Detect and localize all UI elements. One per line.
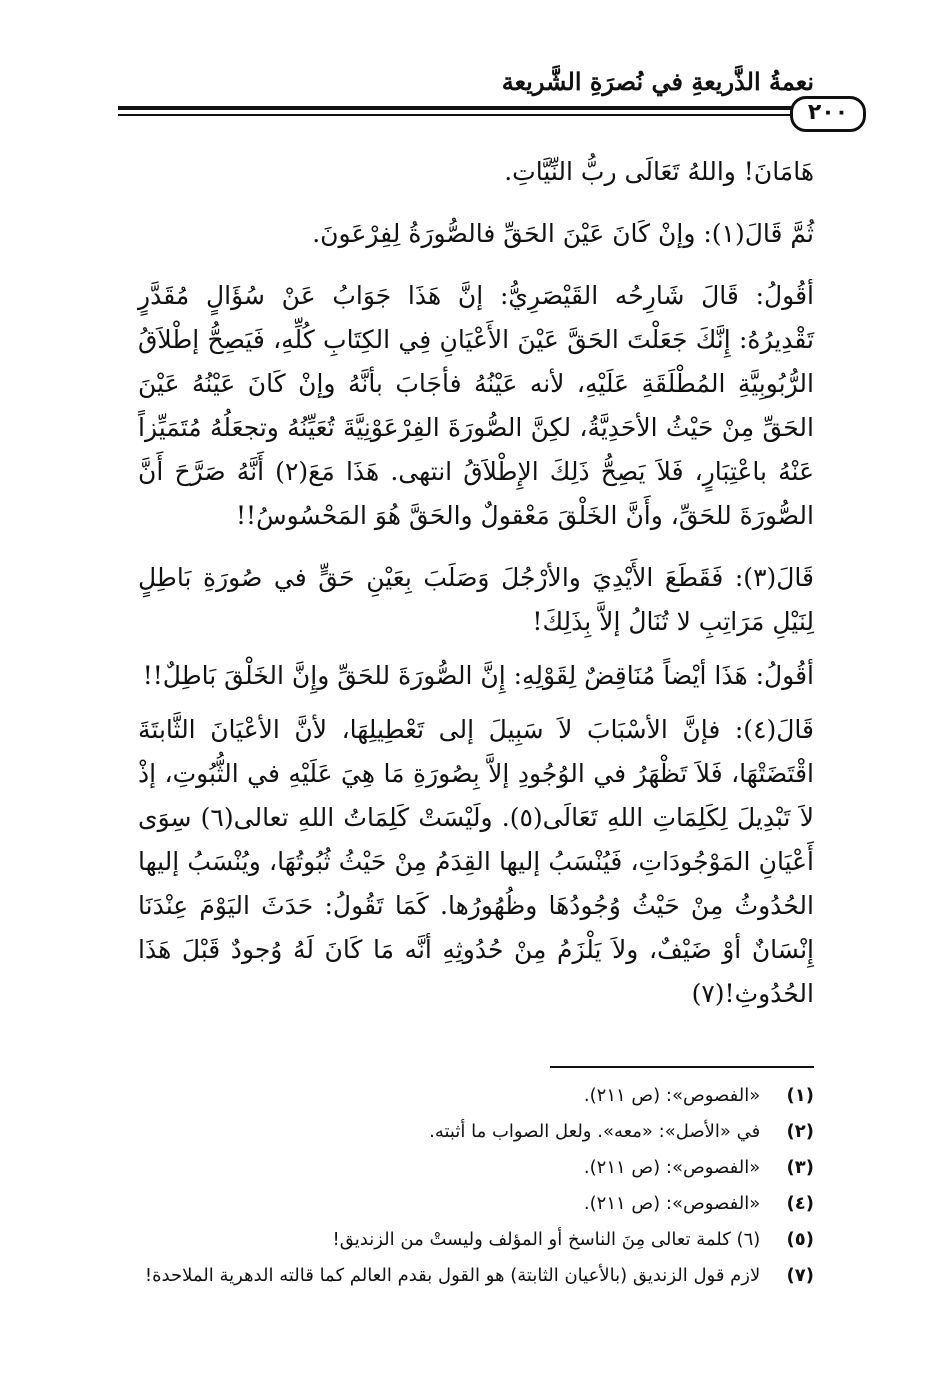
footnote-separator <box>550 1066 814 1068</box>
footnote-text: «الفصوص»: (ص ٢١١). <box>583 1085 761 1106</box>
header-rule-thick <box>118 106 812 110</box>
footnote-number: (١) <box>786 1085 814 1106</box>
footnote-number: (٢) <box>786 1121 814 1142</box>
running-title: نعمةُ الذَّريعةِ في نُصرَةِ الشَّريعة <box>501 67 814 96</box>
footnote-text: (٦) كلمة تعالى مِنَ الناسخ أو المؤلف وليستْ من الزنديق! <box>332 1229 761 1250</box>
paragraph: أقُولُ: قَالَ شَارِحُه القَيْصَرِيُّ: إنَّ هَذَا جَوَابُ عَنْ سُؤَالٍ مُقَدَّرٍ تَقْدِيرُهُ: إِنَّكَ جَعَلْتَ الحَقَّ عَيْنَ الأَعْيَانِ فِي الكِتَابِ كُلِّهِ، فَيَصِحُّ إطْلاَقُ الرُّبُوبِيَّةِ المُطْلَقَةِ عَلَيْهِ، لأنه عَيْنُهُ فأجَابَ بأنَّهُ وإنْ كَانَ عَيْنُهُ عَيْنَ الحَقِّ مِنْ حَيْثُ الأحَدِيَّةُ، لكِنَّ الصُّورَةَ الفِرْعَوْنِيَّةَ تُعَيِّنُهُ وتجعَلُهُ مُتَمَيِّزاً عَنْهُ باعْتِبَارٍ، فَلاَ يَصِحُّ ذَلِكَ الإِطْلاَقُ انتهى. هَذَا مَعَ(٢) أَنَّهُ صَرَّحَ أَنَّ الصُّورَةَ للحَقِّ، وأَنَّ الخَلْقَ مَعْقولٌ والحَقَّ هُوَ المَحْسُوسُ!! <box>138 281 814 530</box>
footnote-text: في «الأصل»: «معه». ولعل الصواب ما أثبته. <box>429 1121 761 1142</box>
paragraph: هَامَانَ! واللهُ تَعَالَى ربُّ النِّيَّاتِ. <box>504 157 814 186</box>
header-rule-thin <box>118 114 812 116</box>
footnote-item <box>114 1078 814 1114</box>
footnote-item <box>114 1258 814 1294</box>
main-text <box>138 150 814 1016</box>
footnote-number: (٧) <box>786 1265 814 1286</box>
page-number-badge: ٢٠٠ <box>790 96 866 132</box>
footnote-text: «الفصوص»: (ص ٢١١). <box>583 1193 761 1214</box>
paragraph: أقُولُ: هَذَا أيْضاً مُنَاقِضٌ لِقَوْلِهِ: إِنَّ الصُّورَةَ للحَقِّ وإِنَّ الخَلْقَ بَاطِلٌ!! <box>142 661 814 690</box>
paragraph: قَالَ(٤): فإنَّ الأسْبَابَ لاَ سَبِيلَ إلى تَعْطِيلِهَا، لأنَّ الأعْيَانَ الثَّابتَةَ اقْتَضَتْهَا، فَلاَ تَظْهَرُ في الوُجُودِ إلاَّ بِصُورَةِ مَا هِيَ عَلَيْهِ في الثُّبُوتِ، إذْ لاَ تَبْدِيلَ لِكَلِمَاتِ اللهِ تَعَالَى(٥). ولَيْسَتْ كَلِمَاتُ اللهِ تعالى(٦) سِوَى أَعْيَانِ المَوْجُودَاتِ، فَيُنْسَبُ إليها القِدَمُ مِنْ حَيْثُ ثُبُوتُهَا، ويُنْسَبُ إليها الحُدُوثُ مِنْ حَيْثُ وُجُودُهَا وظُهُورُها. كَمَا تَقُولُ: حَدَثَ اليَوْمَ عِنْدَنَا إِنْسَانٌ أوْ ضَيْفٌ، ولاَ يَلْزَمُ مِنْ حُدُوثِهِ أنَّه مَا كَانَ لَهُ وُجودٌ قَبْلَ هَذَا الحُدُوثِ!(٧) <box>138 715 814 1008</box>
paragraph: ثُمَّ قَالَ(١): وإنْ كَانَ عَيْنَ الحَقِّ فالصُّورَةُ لِفِرْعَونَ. <box>312 219 814 248</box>
footnote-item <box>114 1186 814 1222</box>
footnote-item <box>114 1150 814 1186</box>
footnote-number: (٤) <box>786 1193 814 1214</box>
footnote-number: (٥) <box>786 1229 814 1250</box>
paragraph: قَالَ(٣): فَقَطَعَ الأَيْدِيَ والأرْجُلَ وَصَلَبَ بِعَيْنِ حَقٍّ في صُورَةِ بَاطِلٍ لِنَيْلِ مَرَاتِبِ لا تُنَالُ إلاَّ بِذَلِكَ! <box>138 563 814 636</box>
footnote-item <box>114 1114 814 1150</box>
footnote-number: (٣) <box>786 1157 814 1178</box>
footnotes <box>114 1078 814 1294</box>
footnote-item <box>114 1222 814 1258</box>
footnote-text: «الفصوص»: (ص ٢١١). <box>583 1157 761 1178</box>
footnote-text: لازم قول الزنديق (بالأعيان الثابتة) هو القول بقدم العالم كما قالته الدهرية الملاحدة! <box>144 1265 761 1286</box>
